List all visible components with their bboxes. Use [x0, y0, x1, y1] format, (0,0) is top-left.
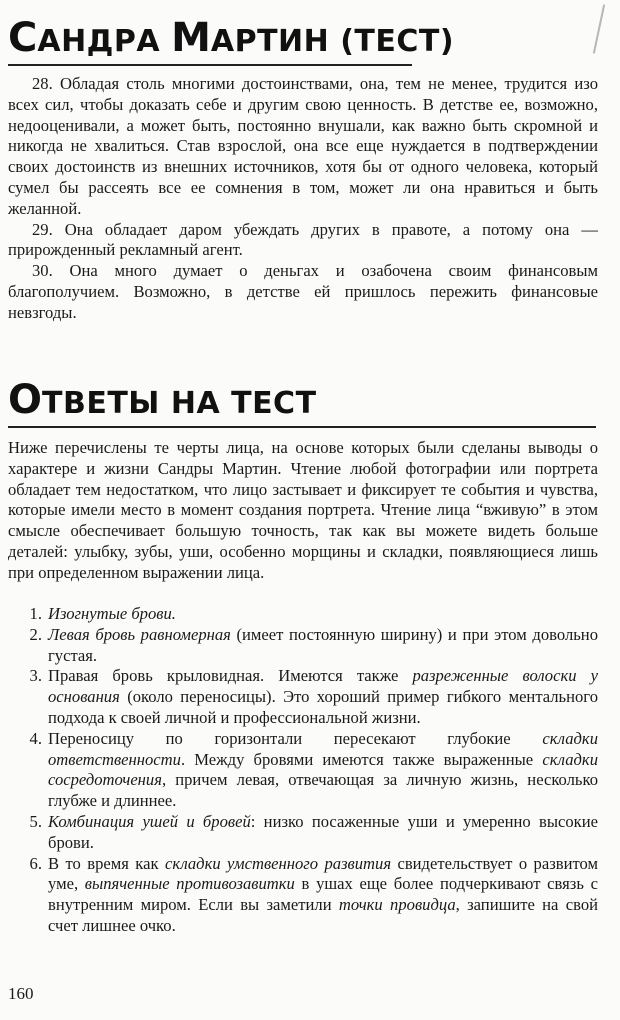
italic-term: Комбинация ушей и бровей: [48, 811, 251, 831]
page-number: 160: [8, 984, 34, 1003]
section-underline: [8, 426, 596, 428]
list-item: [8, 729, 598, 812]
heading-underline: [8, 64, 412, 66]
italic-term: складки умственного развития: [164, 853, 392, 873]
italic-term: складки ответственности: [48, 728, 598, 769]
plain-text: . Между бровями имеются также выраженные: [180, 749, 543, 769]
italic-term: разреженные волоски у основания: [48, 666, 598, 707]
list-item-text: [48, 854, 598, 937]
list-item: [8, 812, 598, 854]
list-item-text: [48, 729, 598, 812]
paragraph-28: 28. Обладая столь многими достоинствами, она, тем не менее, трудится изо всех сил, чтобы доказать себе и другим свою ценность. В детстве ее, возможно, недооценивали, а может быть, постоянно внушали, как важно быть скромной и никогда не хвалиться. Став взрослой, она все еще нуждается в подтверждении своих достоинств из внешних источников, хотя бы от одного человека, который сумел бы рассеять все ее сомнения в том, может ли она нравиться и быть желанной.: [8, 74, 598, 218]
plain-text: (около переносицы). Это хороший пример гибкого ментального подхода к своей личной и профессиональной жизни.: [48, 687, 598, 727]
test-items-block: [8, 74, 598, 324]
italic-term: Изогнутые брови.: [48, 604, 176, 623]
plain-text: , причем левая, отвечающая за личную жизнь, несколько глубже и длиннее.: [48, 770, 598, 811]
answers-list: [8, 604, 598, 937]
scan-mark: [593, 4, 605, 53]
plain-text: В то время как: [48, 853, 165, 873]
plain-text: : низко посаженные уши и умеренно высокие брови.: [48, 811, 598, 852]
italic-term: Левая бровь равномерная: [48, 624, 231, 644]
list-item: [8, 625, 598, 667]
intro-paragraph: Ниже перечислены те черты лица, на основе которых были сделаны выводы о характере и жизни Сандры Мартин. Чтение любой фотографии или портрета обладает тем недостатком, что лицо застывает и фиксирует те события и чувства, которые имели место в момент создания портрета. Чтение лица “вживую” в этом смысле обеспечивает большую точность, так как вы можете видеть больше деталей: улыбку, зубы, уши, особенно морщины и складки, появляющиеся лишь при определенном выражении лица.: [8, 438, 598, 582]
list-item-number: 1.: [29, 604, 42, 623]
plain-text: (имеет постоянную ширину) и при этом довольно густая.: [48, 624, 598, 665]
italic-term: точки провидца: [338, 895, 456, 915]
plain-text: Переносицу по горизонтали пересекают глубокие: [48, 728, 543, 748]
plain-text: , запишите на свой счет лишнее очко.: [48, 895, 598, 935]
plain-text: Правая бровь крыловидная. Имеются также: [48, 666, 413, 686]
list-item-number: 5.: [29, 811, 42, 831]
list-item-number: 3.: [29, 666, 42, 686]
chapter-heading-sandra-martin-test: САНДРА МАРТИН (ТЕСТ): [8, 15, 455, 61]
list-item-text: [48, 604, 598, 625]
list-item-text: [48, 666, 598, 728]
list-item-number: 6.: [29, 853, 42, 873]
list-item-text: [48, 812, 598, 854]
section-heading-answers: ОТВЕТЫ НА ТЕСТ: [8, 377, 317, 423]
italic-term: выпяченные противозавитки: [84, 874, 295, 894]
paragraph-30: 30. Она много думает о деньгах и озабочена своим финансовым благополучием. Возможно, в детстве ей пришлось пережить финансовые невзгоды.: [8, 261, 598, 322]
list-item: [8, 854, 598, 937]
paragraph-29: 29. Она обладает даром убеждать других в правоте, а потому она — прирожденный рекламный агент.: [8, 219, 598, 260]
list-item-text: [48, 625, 598, 667]
plain-text: в ушах еще более подчеркивают связь с внутренним миром. Если вы заметили: [48, 874, 598, 915]
list-item-number: 2.: [29, 624, 42, 644]
plain-text: свидетельствует о развитом уме,: [48, 853, 599, 894]
italic-term: складки сосредоточения: [48, 749, 598, 790]
answers-intro: [8, 438, 598, 584]
list-item: [8, 666, 598, 728]
list-item-number: 4.: [29, 728, 42, 748]
list-item: [8, 604, 598, 625]
